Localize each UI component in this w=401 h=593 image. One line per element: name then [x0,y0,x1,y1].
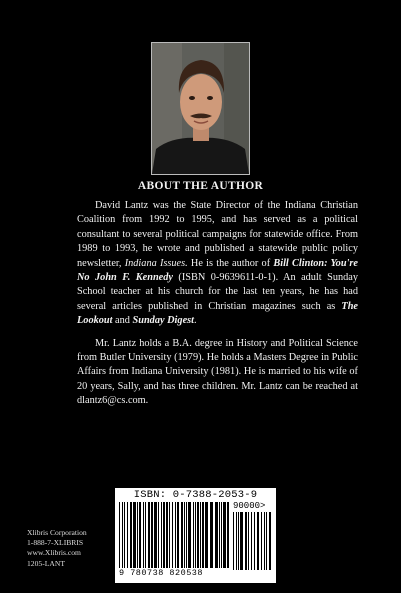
barcode-stripe [119,502,120,568]
barcode-stripe [254,512,255,570]
barcode-stripe [145,502,146,568]
barcode-stripe [215,502,218,568]
barcode-stripe [245,512,247,570]
barcode-stripe [195,502,196,568]
barcode-stripe [210,502,213,568]
bio-p1-text-a: David Lantz was the State Director of the Indiana Christian Coalition from 1992 to 1995, and has served as a political consultant to several political campaigns for statewide office. From 1989 to 1993, he wrote and published a statewide public policy newsletter, [77,200,358,269]
barcode-stripe [137,502,138,568]
barcode-stripe [251,512,252,570]
barcode-stripe [122,502,123,568]
barcode-stripe [130,502,132,568]
bio-p1-text-c: (ISBN 0-9639611-0-1). An adult Sunday School teacher at his church for the last ten years, he has had several articles published in Christian magazines such as [77,272,358,312]
barcode-stripe [181,502,183,568]
publisher-website: www.Xlibris.com [27,548,81,558]
barcode-stripe [205,502,208,568]
barcode-stripe [223,502,226,568]
about-author-heading: ABOUT THE AUTHOR [137,180,264,192]
barcode-stripe [264,512,265,570]
barcode-stripe [266,512,267,570]
barcode-stripe [166,502,168,568]
bio-p1-and: and [112,315,133,327]
barcode-stripe [161,502,162,568]
barcode-stripe [257,512,259,570]
isbn-text: ISBN: 0-7388-2053-9 [133,489,258,501]
magazine-title-1: The Lookout [77,300,358,327]
barcode-stripe [200,502,201,568]
book-title: Bill Clinton: You're No John F. Kennedy [77,257,358,284]
barcode-stripe [188,502,191,568]
addon-barcode-bars [233,512,273,570]
barcode-stripe [175,502,176,568]
barcode-stripe [169,502,170,568]
price-code: 90000> [233,501,266,511]
barcode-stripe [221,502,222,568]
bio-p1-text-b: He is the author of [187,257,274,269]
barcode-stripe [227,502,229,568]
magazine-title-2: Sunday Digest [132,315,195,327]
barcode-stripe [233,512,234,570]
barcode-stripe [197,502,199,568]
barcode-stripe [177,502,179,568]
barcode-stripe [238,512,239,570]
barcode-stripe [127,502,128,568]
barcode-stripe [143,502,144,568]
barcode-stripe [248,512,249,570]
barcode-stripe [261,512,262,570]
publisher-code: 1205-LANT [27,558,65,568]
barcode-stripe [148,502,150,568]
barcode-stripe [186,502,187,568]
barcode-stripe [163,502,165,568]
newsletter-title: Indiana Issues. [124,257,188,269]
barcode-stripe [172,502,173,568]
barcode-stripe [240,512,243,570]
barcode-stripe [139,502,141,568]
author-photo [151,42,250,175]
barcode-stripe [269,512,271,570]
barcode-stripe [184,502,185,568]
barcode-stripe [158,502,159,568]
ean-barcode-bars [119,502,231,568]
bio-p1-end: . [194,315,197,327]
bio-paragraph-1 [77,199,358,329]
barcode-stripe [133,502,136,568]
ean-number: 9 780738 820538 [119,568,204,578]
barcode-stripe [202,502,204,568]
barcode-stripe [151,502,153,568]
isbn-barcode [115,488,276,583]
barcode-stripe [236,512,237,570]
barcode-stripe [193,502,194,568]
barcode-stripe [124,502,125,568]
barcode-stripe [154,502,157,568]
publisher-phone: 1-888-7-XLIBRIS [27,538,84,548]
publisher-name: Xlibris Corporation [27,528,87,537]
bio-paragraph-2: Mr. Lantz holds a B.A. degree in History and Political Science from Butler University (1979). He holds a Masters Degree in Public Affairs from Indiana University (1981). He is married to his wife of 20 years, Sally, and has three children. Mr. Lantz can be reached at dlantz6@cs.com. [77,337,358,407]
barcode-stripe [219,502,220,568]
author-bio [77,199,358,417]
publisher-info [27,528,87,569]
